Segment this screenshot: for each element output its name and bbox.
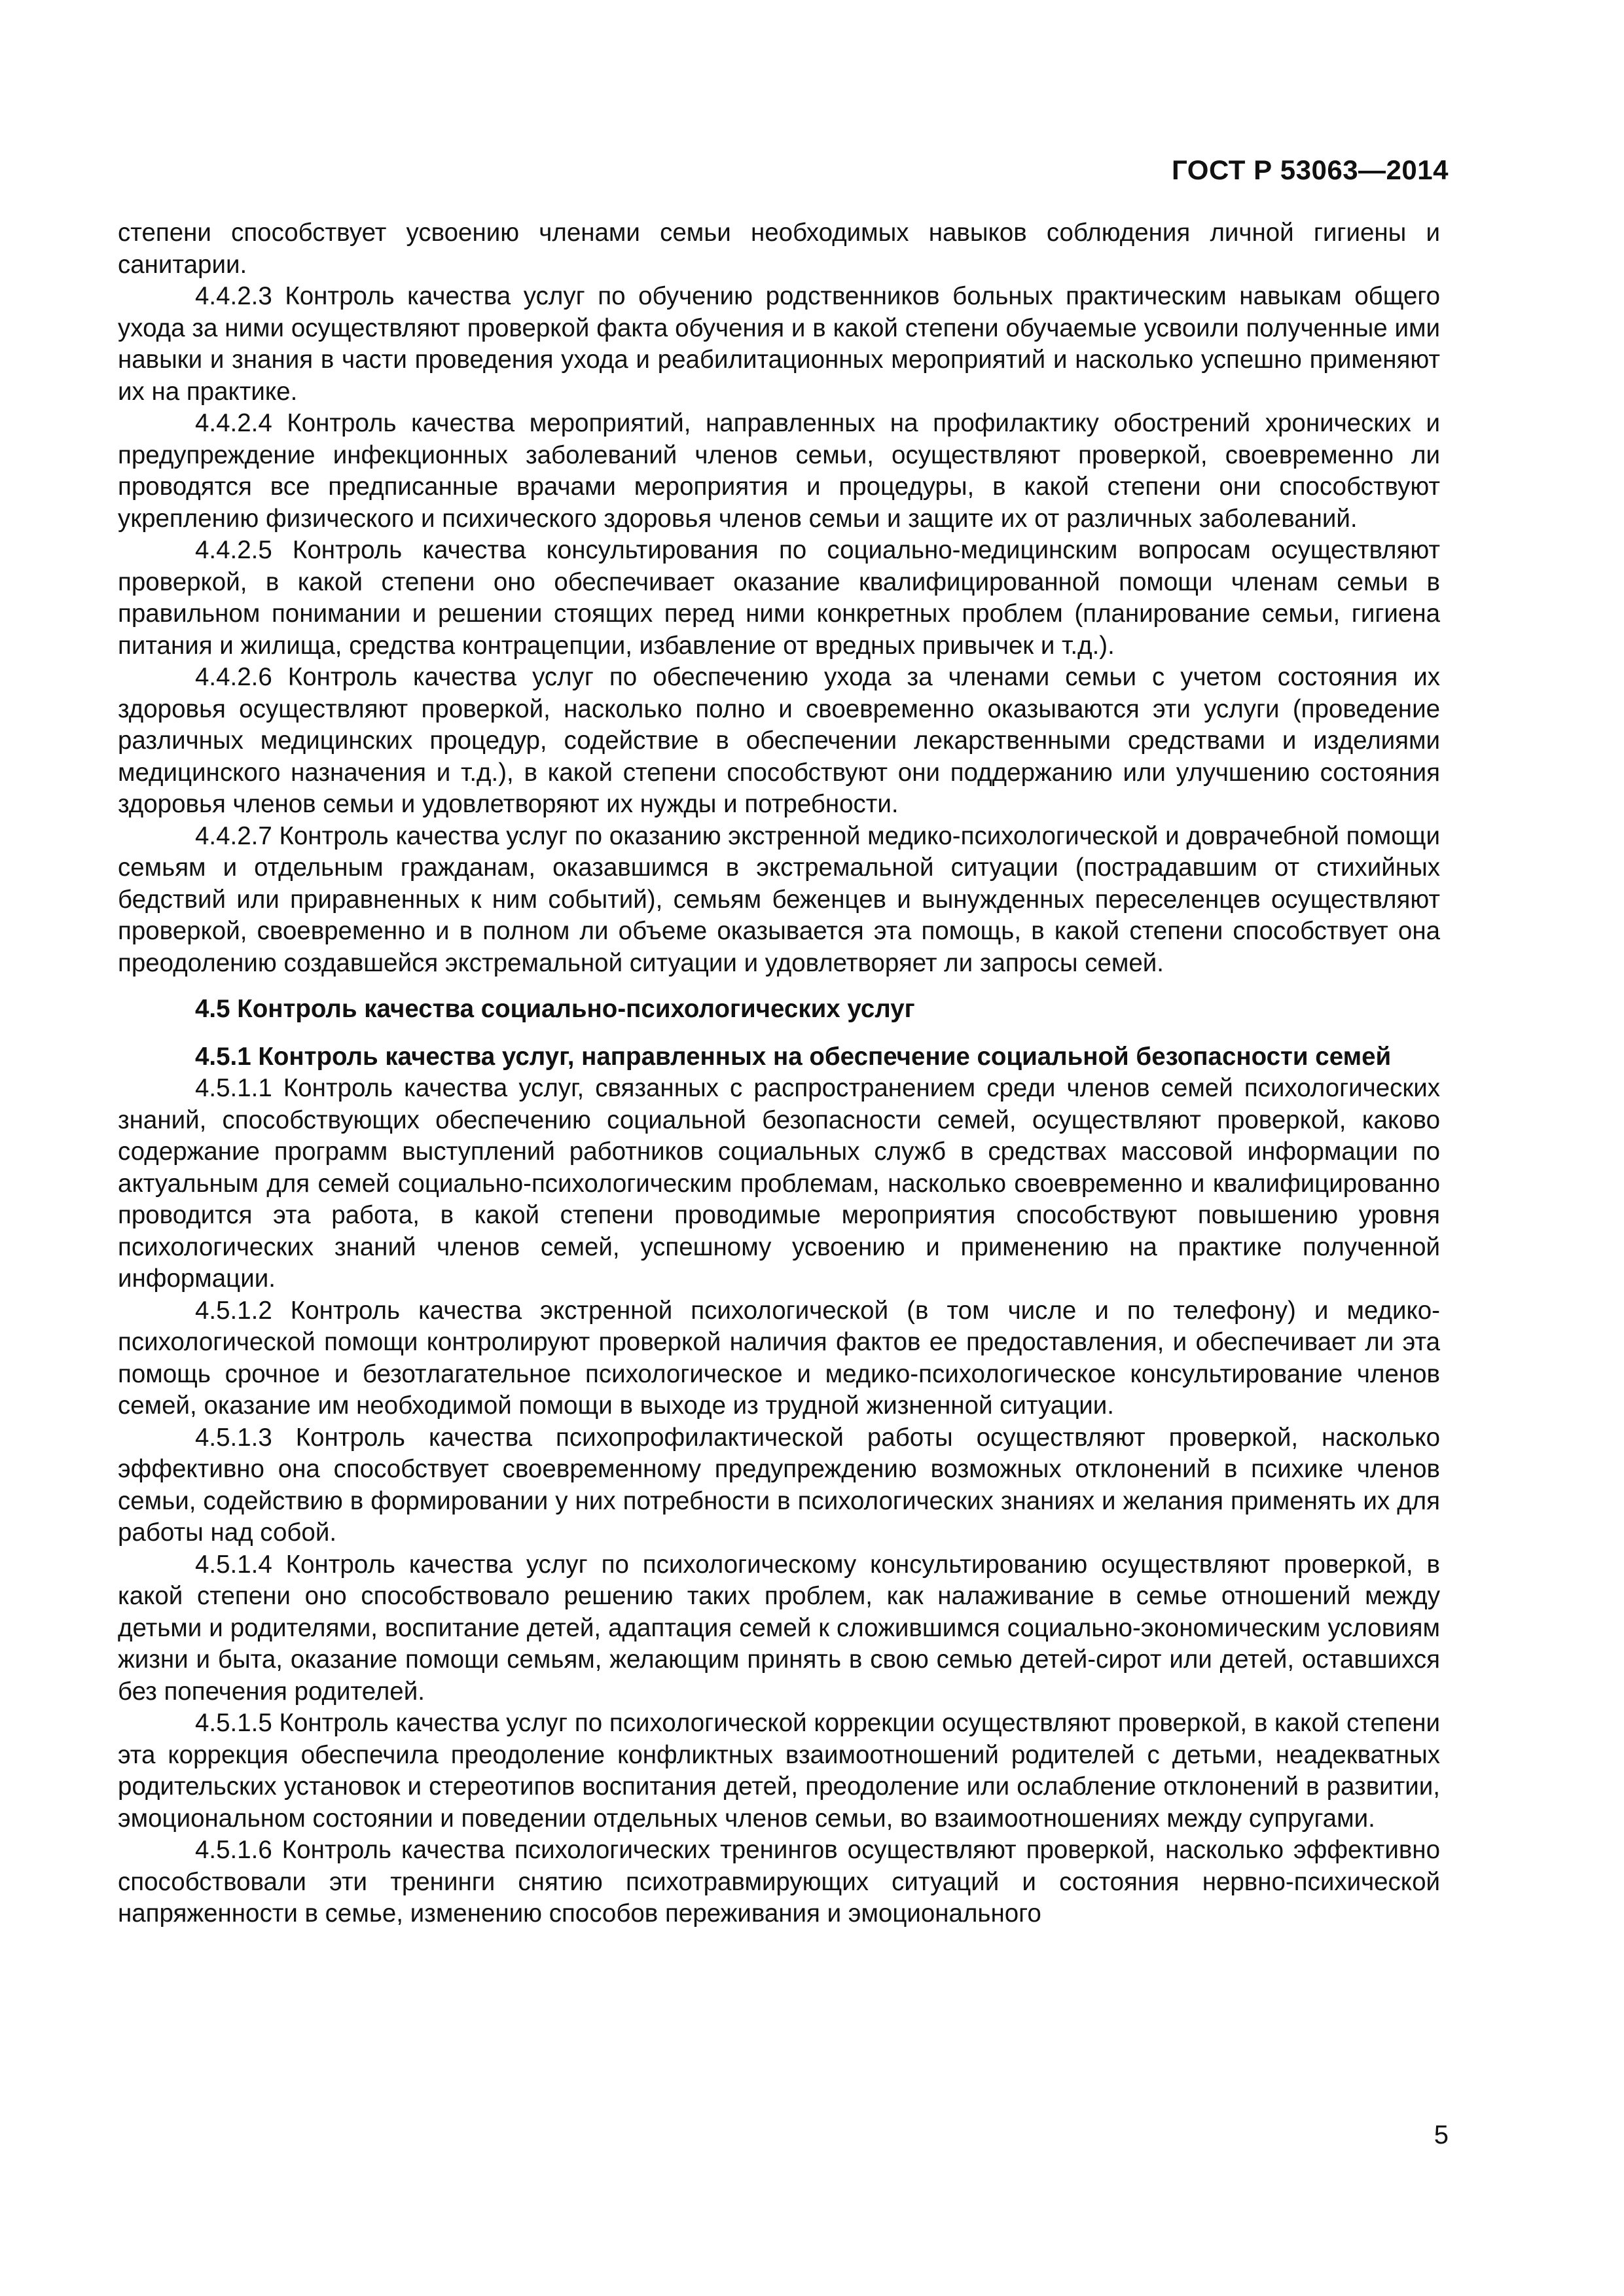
- subsection-heading-4-5-1: 4.5.1 Контроль качества услуг, направленных на обеспечение социальной безопасности семей: [195, 1042, 1392, 1071]
- paragraph-4-5-1-2: 4.5.1.2 Контроль качества экстренной психологической (в том числе и по телефону) и медико-психологической помощи контролируют проверкой наличия фактов ее предоставления, и обеспечивает ли эта помощь срочное и безотлагательное психологическое и медико-психологическое консультирование членов семей, оказание им необходимой помощи в выходе из трудной жизненной ситуации.: [118, 1296, 1440, 1420]
- section-heading-4-5: 4.5 Контроль качества социально-психологических услуг: [195, 995, 915, 1023]
- document-body: [118, 217, 1440, 1930]
- paragraph-4-5-1-6: 4.5.1.6 Контроль качества психологических тренингов осуществляют проверкой, насколько эффективно способствовали эти тренинги снятию психотравмирующих ситуаций и состояния нервно-психической напряженности в семье, изменению способов переживания и эмоционального: [118, 1836, 1440, 1928]
- paragraph-4-5-1-1: 4.5.1.1 Контроль качества услуг, связанных с распространением среди членов семей психологических знаний, способствующих обеспечению социальной безопасности семей, осуществляют проверкой, каково содержание программ выступлений работников социальных служб в средствах массовой информации по актуальным для семей социально-психологическим проблемам, насколько своевременно и квалифицированно проводится эта работа, в какой степени проводимые мероприятия способствуют повышению уровня психологических знаний членов семей, успешному усвоению и применению на практике полученной информации.: [118, 1074, 1440, 1293]
- paragraph-4-4-2-3: 4.4.2.3 Контроль качества услуг по обучению родственников больных практическим навыкам общего ухода за ними осуществляют проверкой факта обучения и в какой степени обучаемые усвоили полученные ими навыки и знания в части проведения ухода и реабилитационных мероприятий и насколько успешно применяют их на практике.: [118, 282, 1440, 406]
- paragraph-4-5-1-4: 4.5.1.4 Контроль качества услуг по психологическому консультированию осуществляют проверкой, в какой степени оно способствовало решению таких проблем, как налаживание в семье отношений между детьми и родителями, воспитание детей, адаптация семей к сложившимся социально-экономическим условиям жизни и быта, оказание помощи семьям, желающим принять в свою семью детей-сирот или детей, оставшихся без попечения родителей.: [118, 1550, 1440, 1706]
- paragraph-4-5-1-3: 4.5.1.3 Контроль качества психопрофилактической работы осуществляют проверкой, насколько эффективно она способствует своевременному предупреждению возможных отклонений в психике членов семьи, содействию в формировании у них потребности в психологических знаниях и желания применять их для работы над собой.: [118, 1423, 1440, 1547]
- paragraph-continuation: степени способствует усвоению членами семьи необходимых навыков соблюдения личной гигиены и санитарии.: [118, 219, 1440, 279]
- standard-designation: ГОСТ Р 53063—2014: [1172, 154, 1449, 185]
- paragraph-4-5-1-5: 4.5.1.5 Контроль качества услуг по психологической коррекции осуществляют проверкой, в какой степени эта коррекция обеспечила преодоление конфликтных взаимоотношений родителей с детьми, неадекватных родительских установок и стереотипов воспитания детей, преодоление или ослабление отклонений в развитии, эмоциональном состоянии и поведении отдельных членов семьи, во взаимоотношениях между супругами.: [118, 1709, 1440, 1833]
- paragraph-4-4-2-4: 4.4.2.4 Контроль качества мероприятий, направленных на профилактику обострений хронических и предупреждение инфекционных заболеваний членов семьи, осуществляют проверкой, своевременно ли проводятся все предписанные врачами мероприятия и процедуры, в какой степени они способствуют укреплению физического и психического здоровья членов семьи и защите их от различных заболеваний.: [118, 409, 1440, 533]
- paragraph-4-4-2-7: 4.4.2.7 Контроль качества услуг по оказанию экстренной медико-психологической и доврачебной помощи семьям и отдельным гражданам, оказавшимся в экстремальной ситуации (пострадавшим от стихийных бедствий или приравненных к ним событий), семьям беженцев и вынужденных переселенцев осуществляют проверкой, своевременно и в полном ли объеме оказывается эта помощь, в какой степени способствует она преодолению создавшейся экстремальной ситуации и удовлетворяет ли запросы семей.: [118, 821, 1440, 977]
- paragraph-4-4-2-6: 4.4.2.6 Контроль качества услуг по обеспечению ухода за членами семьи с учетом состояния их здоровья осуществляют проверкой, насколько полно и своевременно оказываются эти услуги (проведение различных медицинских процедур, содействие в обеспечении лекарственными средствами и изделиями медицинского назначения и т.д.), в какой степени способствуют они поддержанию или улучшению состояния здоровья членов семьи и удовлетворяют их нужды и потребности.: [118, 663, 1440, 818]
- page-number: 5: [1434, 2121, 1449, 2149]
- paragraph-4-4-2-5: 4.4.2.5 Контроль качества консультирования по социально-медицинским вопросам осуществляют проверкой, в какой степени оно обеспечивает оказание квалифицированной помощи членам семьи в правильном понимании и решении стоящих перед ними конкретных проблем (планирование семьи, гигиена питания и жилища, средства контрацепции, избавление от вредных привычек и т.д.).: [118, 536, 1440, 660]
